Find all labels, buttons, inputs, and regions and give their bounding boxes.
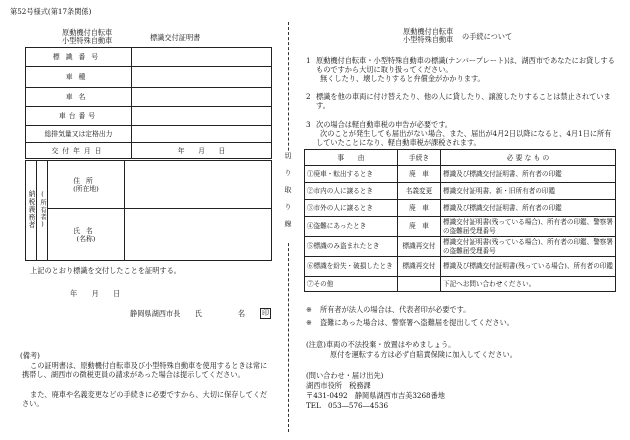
address-value	[125, 161, 272, 209]
p1-text-b: 無くしたり、壊したりすると弁償金がかかります。	[320, 74, 485, 83]
row-vehicle-name	[26, 88, 272, 107]
p3-text: 次の場合は軽自動車税の申告が必要です。	[316, 120, 452, 129]
row-chassis-number	[26, 107, 272, 126]
owner-sub-label: (所有者)	[39, 190, 46, 229]
table-row	[305, 257, 616, 277]
mayor-name: 静岡県湖西市長 氏 名	[130, 309, 246, 318]
label-issue-date: 交付年月日	[26, 143, 132, 159]
row-required: 下記へお問い合わせください。	[441, 277, 616, 292]
address-sub-label: (所在地)	[73, 184, 99, 193]
note-2-mark: ※	[306, 318, 313, 327]
table-row	[305, 277, 616, 292]
row-required: 標識交付証明書(残っている場合)、所有者の印鑑、警察署の盗難届受理番号	[441, 217, 616, 237]
value-vehicle-type	[132, 67, 272, 88]
right-title-vehicle-types: 原動機付自転車 小型特殊自動車	[403, 27, 454, 44]
value-plate-number	[132, 48, 272, 67]
p3-text-b: 次のことが発生しても届出がない場合、また、届出が4月2日以降になると、4月1日に所有していたことになり、軽自動車税が課税されます。	[316, 129, 612, 147]
row-required: 標識及び標識交付証明書(残っている場合)、所有者の印鑑	[441, 257, 616, 277]
header-reason: 事 由	[305, 150, 398, 166]
label-displacement: 総排気量又は定格出力	[26, 126, 132, 143]
owner-sub-vertical-cell	[37, 161, 48, 261]
caution-1: (注意)車両の不法投棄・放置はやめましょう。	[306, 340, 456, 349]
notes-heading: (備考)	[20, 351, 40, 360]
cut-line-label-box	[282, 152, 294, 242]
row-reason: ②市内の人に譲るとき	[305, 183, 398, 200]
issue-date-table	[25, 142, 272, 159]
row-issue-date	[26, 143, 272, 159]
value-vehicle-name	[132, 88, 272, 107]
row-reason: ⑤標識のみ盗まれたとき	[305, 237, 398, 257]
certify-text: 上記のとおり標識を交付したことを証明する。	[30, 266, 181, 275]
row-plate-number	[26, 48, 272, 67]
certify-date: 年 月 日	[70, 289, 121, 298]
certificate-table	[25, 47, 272, 143]
left-title-vehicle-types: 原動機付自転車 小型特殊自動車	[62, 28, 113, 45]
row-procedure: 標識再交付	[398, 257, 441, 277]
contact-office: 湖西市役所 税務課	[306, 381, 371, 390]
value-issue-date: 年 月 日	[132, 143, 272, 159]
name-label-cell	[48, 209, 125, 261]
address-label-cell	[48, 161, 125, 209]
note-2: 盗難にあった場合は、警察署へ盗難届を提出してください。	[320, 318, 514, 327]
p2-text: 標識を他の車両に付け替えたり、他の人に貸したり、譲渡したりすることは禁止されています。	[316, 92, 611, 110]
contact-address: 〒431-0492 静岡県湖西市吉美3268番地	[306, 391, 445, 400]
table-row	[305, 200, 616, 217]
right-title-suffix: の手続について	[462, 32, 513, 41]
contact-tel: TEL 053―576―4536	[306, 401, 389, 410]
row-required: 標識交付証明書、新・旧所有者の印鑑	[441, 183, 616, 200]
p1-text: 原動機付自転車・小型特殊自動車の標識(ナンバープレート)は、湖西市であなたにお貸しするものですから大切に取り扱ってください。	[316, 56, 615, 74]
table-row	[305, 166, 616, 183]
row-owner-name	[26, 209, 272, 261]
notes-paragraph-2: また、廃車や名義変更などの手続きに必要ですから、大切に保存してください。	[22, 390, 268, 408]
label-vehicle-name: 車名	[26, 88, 132, 107]
row-procedure: 標識再交付	[398, 237, 441, 257]
header-required: 必 要 な も の	[441, 150, 616, 166]
p1-number: 1	[306, 56, 311, 65]
address-label: 住所	[73, 176, 99, 185]
procedures-header-row	[305, 150, 616, 166]
table-row	[305, 237, 616, 257]
procedures-table	[304, 149, 616, 292]
owner-vertical-cell	[26, 161, 37, 261]
contact-heading: (問い合わせ・届け出先)	[306, 371, 384, 380]
header-procedure: 手続き	[398, 150, 441, 166]
caution-2: 原付を運転する方は必ず自賠責保険に加入してください。	[330, 350, 517, 359]
row-procedure: 廃 車	[398, 166, 441, 183]
row-displacement	[26, 126, 272, 143]
row-procedure	[398, 277, 441, 292]
row-reason: ③市外の人に譲るとき	[305, 200, 398, 217]
name-sub-label: (名称)	[76, 234, 96, 243]
form-number: 第52号様式(第17条関係)	[10, 7, 92, 16]
row-procedure: 廃 車	[398, 200, 441, 217]
value-chassis-number	[132, 107, 272, 126]
mayor-seal: 印	[262, 309, 269, 317]
label-vehicle-type: 車種	[26, 67, 132, 88]
notes-paragraph-1: この証明書は、原動機付自転車及び小型特殊自動車を使用するときは常に携帯し、湖西市の徴税吏員の請求があった場合は提示してください。	[22, 361, 268, 379]
note-1-mark: ※	[306, 305, 313, 314]
row-required: 標識及び標識交付証明書、所有者の印鑑	[441, 200, 616, 217]
cut-line-label: 切り取り線	[284, 152, 292, 237]
label-chassis-number: 車台番号	[26, 107, 132, 126]
row-reason: ①廃車・転出するとき	[305, 166, 398, 183]
row-procedure: 名義変更	[398, 183, 441, 200]
owner-table	[25, 160, 272, 261]
value-displacement	[132, 126, 272, 143]
row-owner-address	[26, 161, 272, 209]
p3-number: 3	[306, 120, 311, 129]
row-required: 標識及び標識交付証明書、所有者の印鑑	[441, 166, 616, 183]
name-value	[125, 209, 272, 261]
row-reason: ⑦その他	[305, 277, 398, 292]
row-required: 標識交付証明書(残っている場合)、所有者の印鑑、警察署の盗難届受理番号	[441, 237, 616, 257]
row-procedure: 廃 車	[398, 217, 441, 237]
row-reason: ⑥標識を紛失・破損したとき	[305, 257, 398, 277]
table-row	[305, 183, 616, 200]
owner-label: 納税義務者	[27, 190, 35, 229]
left-title-suffix: 標識交付証明書	[150, 33, 201, 42]
p2-number: 2	[306, 92, 311, 101]
name-label: 氏名	[73, 226, 99, 235]
row-vehicle-type	[26, 67, 272, 88]
label-plate-number: 標識番号	[26, 48, 132, 67]
row-reason: ④盗難にあったとき	[305, 217, 398, 237]
note-1: 所有者が法人の場合は、代表者印が必要です。	[320, 305, 471, 314]
table-row	[305, 217, 616, 237]
